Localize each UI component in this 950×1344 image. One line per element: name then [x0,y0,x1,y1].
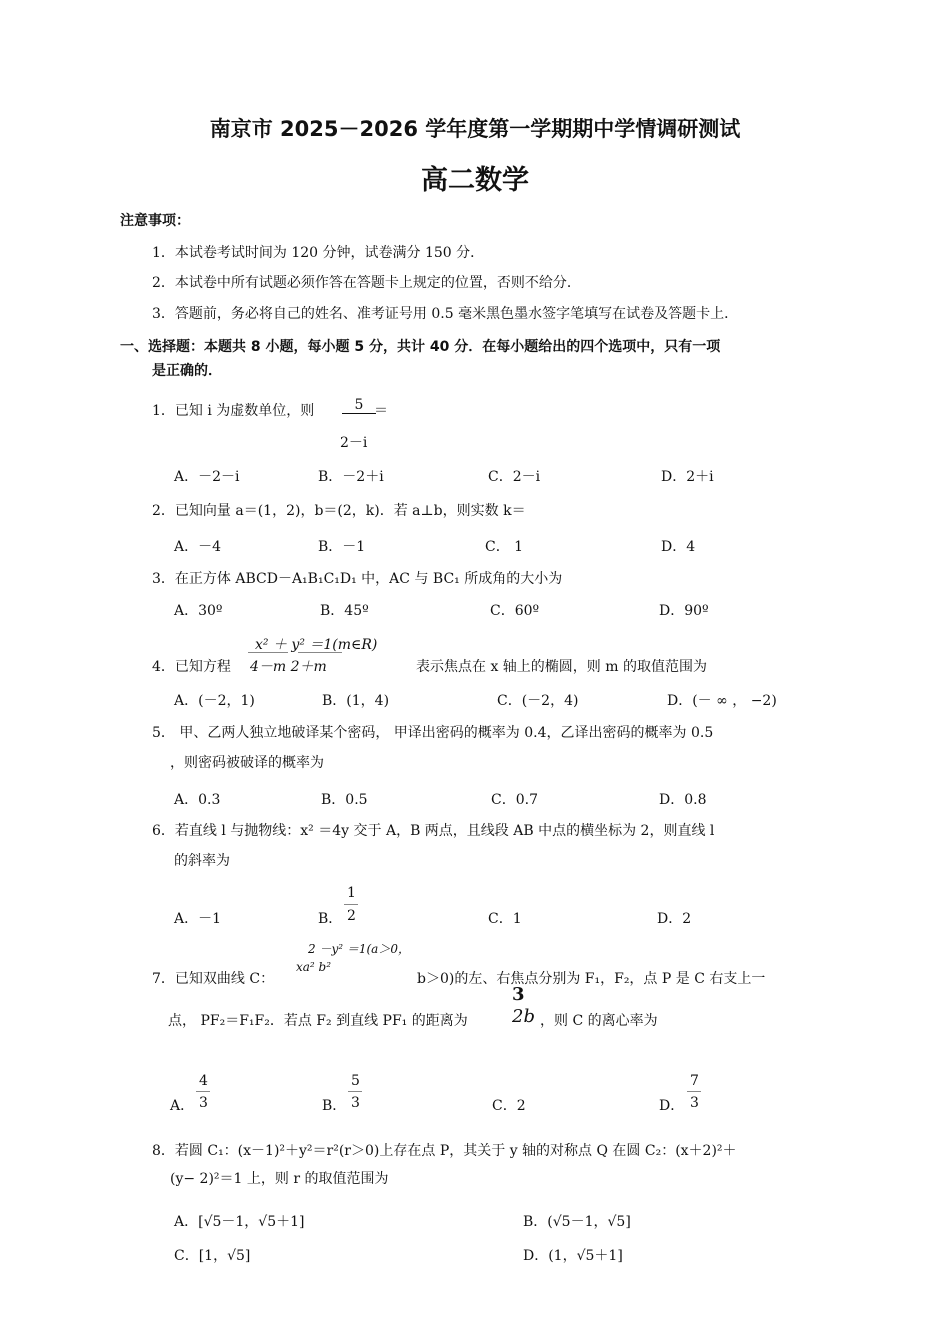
question-3-option-b: B．45º [320,603,369,619]
question-7-stem: 7．已知双曲线 C： [152,971,275,987]
question-7-option-b: B． [322,1098,347,1114]
question-4-stem: 4．已知方程 [152,659,231,675]
question-4-formula-bottom: 4－m 2＋m [250,659,327,675]
question-4-fraction-bar [248,652,288,653]
question-3-option-a: A．30º [174,603,223,619]
question-1-denominator: 2－i [340,435,368,451]
question-5-option-c: C．0.7 [491,792,538,808]
question-2-option-b: B．－1 [318,539,366,555]
question-4-stem-rest: 表示焦点在 x 轴上的椭圆，则 m 的取值范围为 [416,659,707,675]
question-1-numerator: 5 [342,397,376,414]
question-6-option-b-denominator: 2 [347,908,356,924]
question-7-option-d-denominator: 3 [690,1095,699,1111]
page-title: 南京市 2025－2026 学年度第一学期期中学情调研测试 [209,117,741,141]
question-7-three: 3 [512,984,525,1005]
question-7-option-a-numerator: 4 [199,1073,208,1089]
question-7-option-a-denominator: 3 [199,1095,208,1111]
question-2-option-d: D．4 [661,539,696,555]
question-1-option-c: C．2－i [488,469,541,485]
notice-heading: 注意事项： [120,213,190,229]
question-6-option-c: C．1 [488,911,522,927]
question-6-stem-cont: 的斜率为 [174,853,230,869]
section-heading: 一、选择题：本题共 8 小题，每小题 5 分，共计 40 分．在每小题给出的四个选项中，只有一项 [120,339,721,355]
question-4-option-c: C．(－2，4) [497,693,579,709]
question-7-line2-end: ，则 C 的离心率为 [540,1013,658,1029]
question-7-option-c: C．2 [492,1098,526,1114]
question-6-option-b-numerator: 1 [347,885,356,901]
question-7-stem-cont: b＞0)的左、右焦点分别为 F₁，F₂，点 P 是 C 右支上一 [417,971,766,987]
question-7-formula-top: 2 －y² ＝1(a＞0， [308,942,410,956]
question-4-option-b: B．(1，4) [322,693,390,709]
question-2-option-c: C． 1 [485,539,524,555]
notice-item: 3．答题前，务必将自己的姓名、准考证号用 0.5 毫米黑色墨水签字笔填写在试卷及答题卡上． [152,306,739,322]
question-8-stem: 8．若圆 C₁：(x－1)²＋y²＝r²(r＞0)上存在点 P，其关于 y 轴的对称点 Q 在圆 C₂：(x＋2)²＋ [152,1143,737,1159]
question-8-stem-cont: (y− 2)²＝1 上，则 r 的取值范围为 [170,1171,389,1187]
question-1-equals: ＝ [374,403,388,419]
question-7-option-b-numerator: 5 [351,1073,360,1089]
question-8-option-c: C．[1，√5] [174,1248,251,1264]
question-1-option-a: A．－2－i [174,469,240,485]
question-6-option-b: B． [318,911,343,927]
notice-item: 2．本试卷中所有试题必须作答在答题卡上规定的位置，否则不给分． [152,275,581,291]
question-7-fraction-bar [348,1091,362,1092]
question-7-option-d: D． [659,1098,685,1114]
question-5-stem: 5． 甲、乙两人独立地破译某个密码， 甲译出密码的概率为 0.4，乙译出密码的概率为 0.5 [152,725,714,741]
question-4-option-d: D．(－ ∞ ， −2) [667,693,777,709]
question-6-stem: 6．若直线 l 与抛物线：x² ＝4y 交于 A，B 两点，且线段 AB 中点的横坐标为 2，则直线 l [152,823,715,839]
question-7-option-b-denominator: 3 [351,1095,360,1111]
question-3-option-d: D．90º [659,603,709,619]
question-7-option-d-numerator: 7 [690,1073,699,1089]
question-1-option-b: B．－2＋i [318,469,384,485]
question-4-option-a: A．(－2，1) [174,693,255,709]
question-5-stem-cont: ，则密码被破译的概率为 [170,755,324,771]
question-1-option-d: D．2＋i [661,469,714,485]
question-5-option-b: B．0.5 [321,792,368,808]
question-5-option-a: A．0.3 [174,792,221,808]
question-4-fraction-bar [298,652,342,653]
question-5-option-d: D．0.8 [659,792,707,808]
question-6-option-d: D．2 [657,911,692,927]
question-4-formula-top: x² ＋ y² ＝1(m∈R) [255,637,378,653]
question-8-option-a: A．[√5－1，√5＋1] [174,1214,305,1230]
notice-item: 1．本试卷考试时间为 120 分钟，试卷满分 150 分． [152,245,485,261]
question-2-option-a: A．－4 [174,539,222,555]
subject-title: 高二数学 [421,165,529,196]
question-1-stem: 1．已知 i 为虚数单位，则 [152,403,315,419]
question-7-line2: 点， PF₂＝F₁F₂．若点 F₂ 到直线 PF₁ 的距离为 [168,1013,468,1029]
question-7-fraction-bar [196,1091,210,1092]
question-7-formula-bottom: xa² b² [296,960,332,974]
question-2-stem: 2．已知向量 a＝(1，2)，b＝(2，k)．若 a⊥b，则实数 k＝ [152,503,526,519]
question-8-option-d: D．(1，√5＋1] [523,1248,623,1264]
question-7-fraction-bar [687,1091,701,1092]
question-8-option-b: B．(√5－1，√5] [523,1214,631,1230]
question-3-stem: 3．在正方体 ABCD－A₁B₁C₁D₁ 中，AC 与 BC₁ 所成角的大小为 [152,571,563,587]
section-heading-cont: 是正确的． [152,363,222,379]
question-7-twob: 2b [512,1006,535,1027]
question-3-option-c: C．60º [490,603,540,619]
question-6-fraction-bar [344,904,358,905]
question-6-option-a: A．－1 [174,911,222,927]
question-7-option-a: A． [170,1098,195,1114]
